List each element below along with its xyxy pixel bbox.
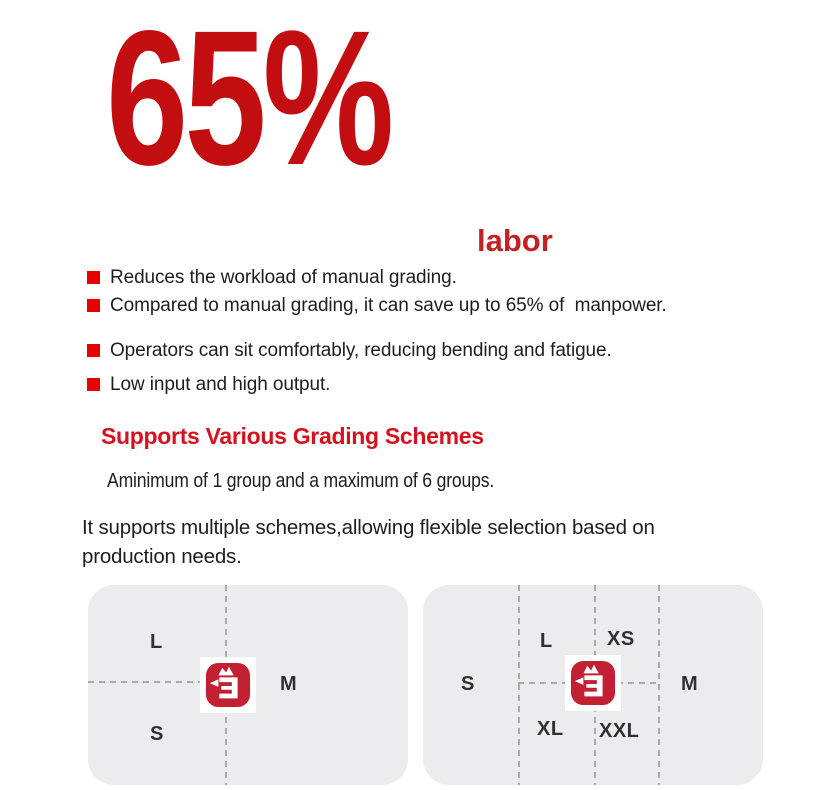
divider-vertical bbox=[658, 585, 660, 785]
bullet-square-icon bbox=[87, 271, 100, 284]
schemes-paragraph bbox=[82, 513, 655, 571]
paragraph-line: It supports multiple schemes,allowing flexible selection based on bbox=[82, 516, 655, 539]
zone-label: XXL bbox=[599, 720, 640, 742]
bullet-square-icon bbox=[87, 299, 100, 312]
divider-horizontal bbox=[88, 681, 206, 683]
zone-label: XL bbox=[537, 718, 564, 740]
brand-logo-icon bbox=[570, 660, 616, 706]
zone-label: M bbox=[280, 673, 298, 695]
zone-label: M bbox=[681, 673, 699, 695]
logo-box bbox=[200, 657, 256, 713]
bullet-item bbox=[87, 341, 612, 361]
zone-label: L bbox=[540, 630, 553, 652]
bullet-item bbox=[87, 268, 457, 288]
labor-heading: labor bbox=[477, 223, 553, 258]
bullet-text: Compared to manual grading, it can save up to 65% of manpower. bbox=[110, 295, 667, 316]
bullet-item bbox=[87, 296, 667, 316]
bullet-text: Reduces the workload of manual grading. bbox=[110, 267, 457, 288]
zone-label: S bbox=[150, 723, 164, 745]
zone-label: L bbox=[150, 631, 163, 653]
brand-logo-icon bbox=[205, 662, 251, 708]
zone-label: S bbox=[461, 673, 475, 695]
stat-65-percent: 65% bbox=[106, 0, 391, 205]
paragraph-line: production needs. bbox=[82, 545, 242, 568]
zone-label: XS bbox=[607, 628, 635, 650]
bullet-text: Low input and high output. bbox=[110, 374, 331, 395]
logo-box bbox=[565, 655, 621, 711]
divider-vertical bbox=[518, 585, 520, 785]
bullet-item bbox=[87, 375, 330, 395]
group-range-text: Aminimum of 1 group and a maximum of 6 groups. bbox=[107, 470, 495, 492]
section-heading: Supports Various Grading Schemes bbox=[101, 423, 484, 449]
grading-scheme-card-6group bbox=[423, 585, 763, 785]
grading-scheme-card-3group bbox=[88, 585, 408, 785]
bullet-square-icon bbox=[87, 344, 100, 357]
bullet-text: Operators can sit comfortably, reducing bending and fatigue. bbox=[110, 340, 612, 361]
bullet-square-icon bbox=[87, 378, 100, 391]
